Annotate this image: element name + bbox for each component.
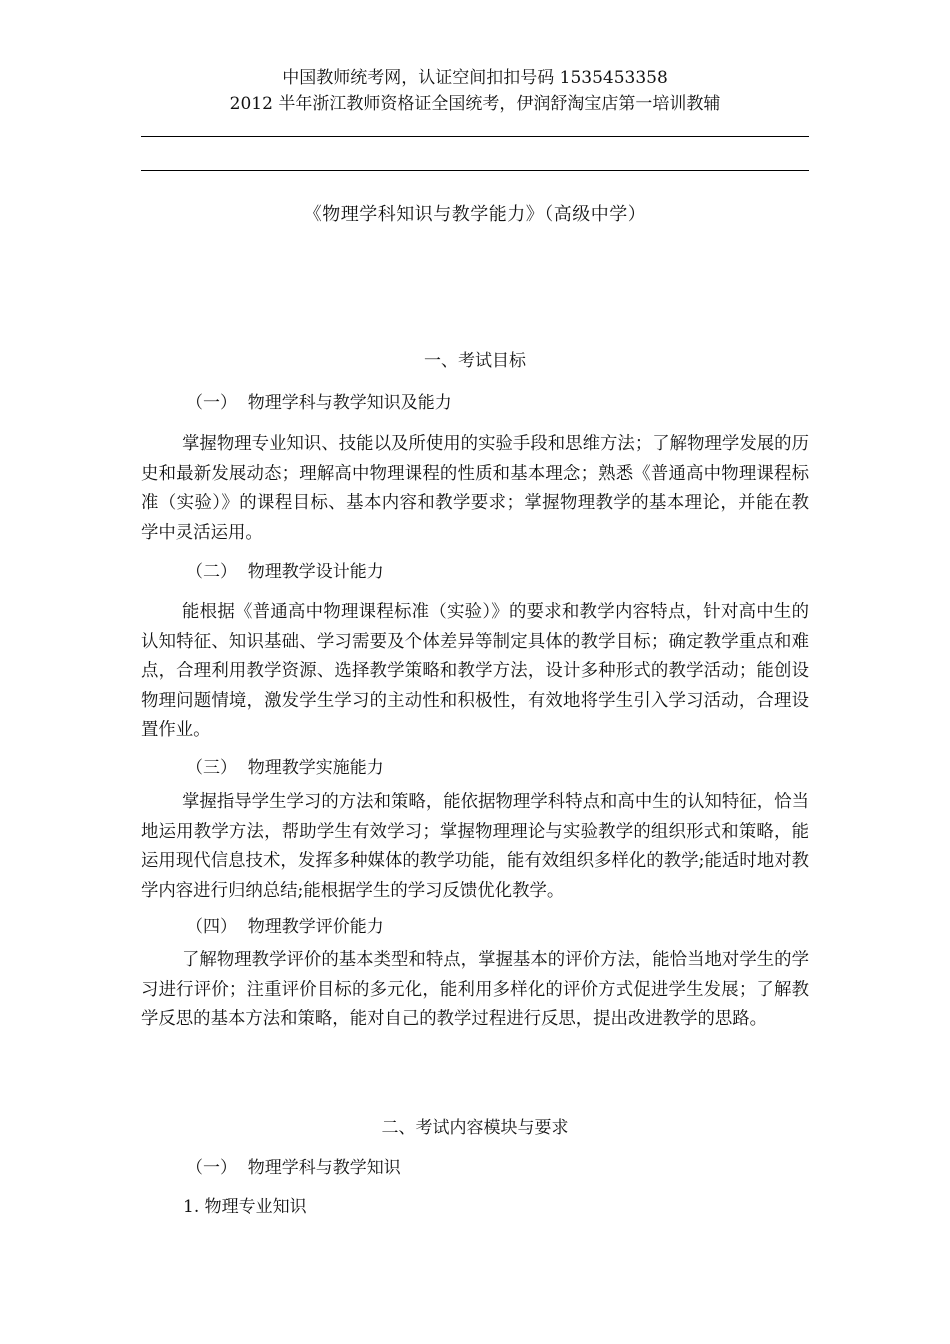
subsection-heading: （一） 物理学科与教学知识及能力 (186, 393, 452, 413)
header-divider-bottom (141, 170, 809, 171)
section-heading: 二、考试内容模块与要求 (381, 1118, 569, 1138)
section-heading: 一、考试目标 (424, 351, 526, 371)
subsection-heading: （四） 物理教学评价能力 (186, 917, 384, 937)
list-item: 1. 物理专业知识 (183, 1197, 307, 1217)
subsection-paragraph: 掌握物理专业知识、技能以及所使用的实验手段和思维方法；了解物理学发展的历史和最新发展动态；理解高中物理课程的性质和基本理念；熟悉《普通高中物理课程标准（实验）》的课程目标、基本内容和教学要求；掌握物理教学的基本理论，并能在教学中灵活运用。 (141, 434, 809, 543)
subsection-paragraph: 了解物理教学评价的基本类型和特点，掌握基本的评价方法，能恰当地对学生的学习进行评价；注重评价目标的多元化，能利用多样化的评价方式促进学生发展；了解教学反思的基本方法和策略，能对自己的教学过程进行反思，提出改进教学的思路。 (141, 950, 809, 1029)
header-line-2: 2012 半年浙江教师资格证全国统考，伊润舒淘宝店第一培训教辅 (229, 94, 721, 114)
subsection-heading: （二） 物理教学设计能力 (186, 562, 384, 582)
header-divider-top (141, 136, 809, 137)
header-line-1: 中国教师统考网，认证空间扣扣号码 1535453358 (282, 68, 668, 88)
subsection-paragraph: 掌握指导学生学习的方法和策略，能依据物理学科特点和高中生的认知特征，恰当地运用教学方法，帮助学生有效学习；掌握物理理论与实验教学的组织形式和策略，能运用现代信息技术，发挥多种媒体的教学功能，能有效组织多样化的教学;能适时地对教学内容进行归纳总结;能根据学生的学习反馈优化教学。 (141, 792, 809, 901)
subsection-heading: （一） 物理学科与教学知识 (186, 1158, 401, 1178)
subsection-heading: （三） 物理教学实施能力 (186, 758, 384, 778)
document-title: 《物理学科知识与教学能力》（高级中学） (303, 204, 647, 225)
subsection-paragraph: 能根据《普通高中物理课程标准（实验）》的要求和教学内容特点，针对高中生的认知特征、知识基础、学习需要及个体差异等制定具体的教学目标；确定教学重点和难点，合理利用教学资源、选择教学策略和教学方法，设计多种形式的教学活动；能创设物理问题情境，激发学生学习的主动性和积极性，有效地将学生引入学习活动，合理设置作业。 (141, 602, 809, 740)
